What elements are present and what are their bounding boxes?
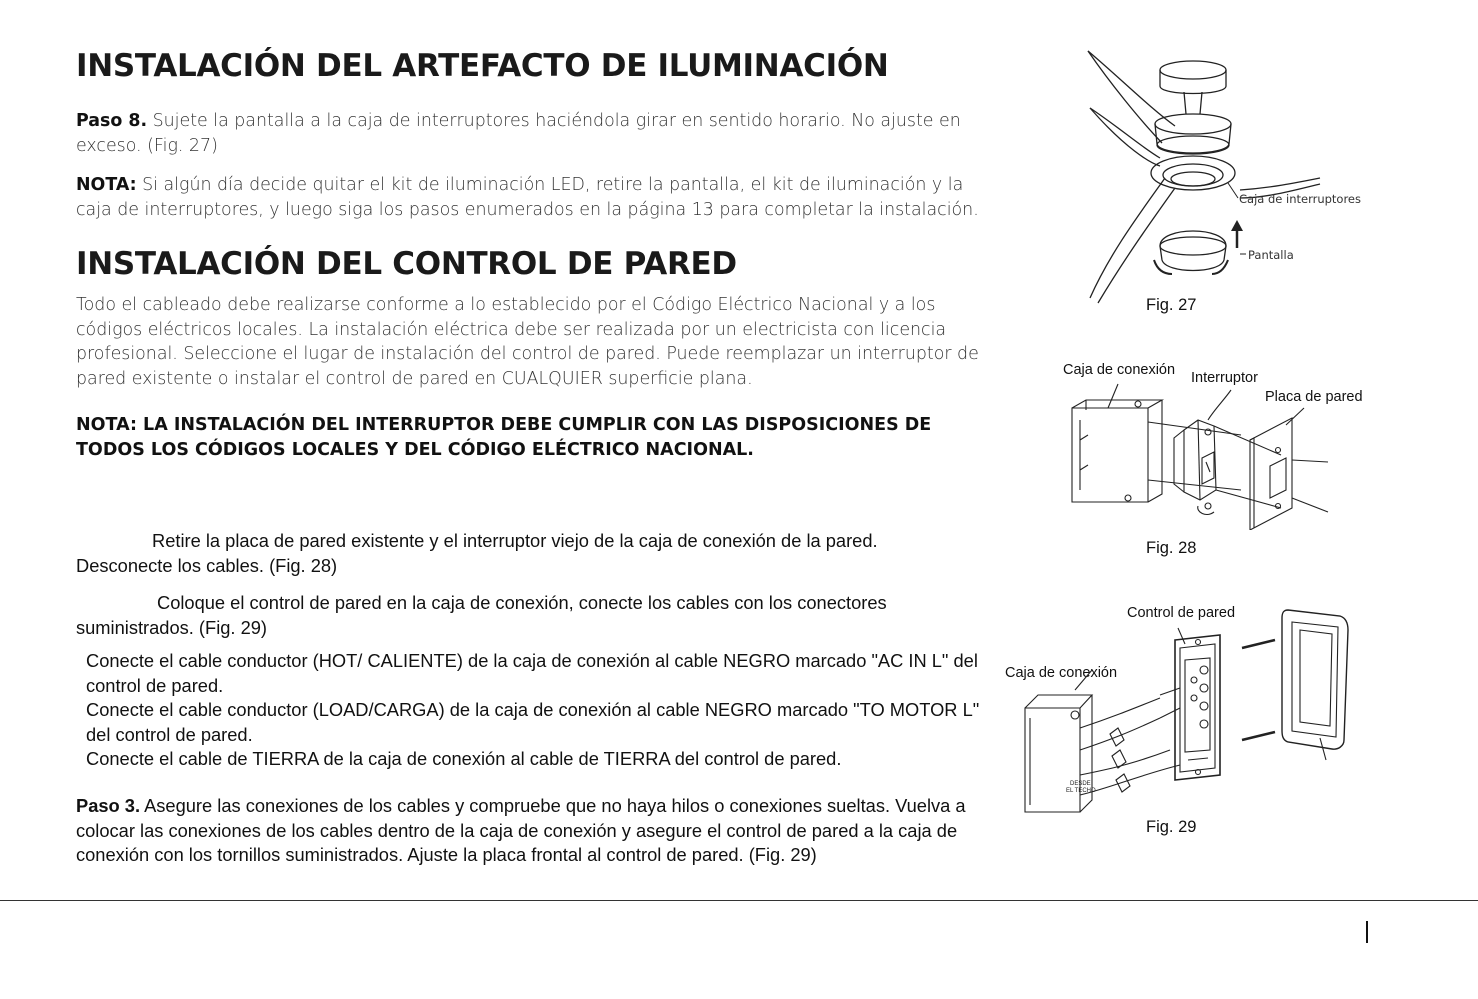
step2-paragraph [76, 591, 976, 640]
bullet-item: Conecte el cable de TIERRA de la caja de conexión al cable de TIERRA del control de pared. [86, 748, 842, 769]
step1-text: Retire la placa de pared existente y el interruptor viejo de la caja de conexión de la pared. Desconecte los cables. (Fig. 28) [76, 530, 878, 576]
fig28-illustration [1066, 380, 1336, 530]
fig28-label-box: Caja de conexión [1063, 362, 1176, 378]
step1-paragraph [76, 529, 976, 578]
page-marker [1366, 921, 1368, 943]
step8-paragraph [76, 109, 991, 158]
fig29-label-box: Caja de conexión [1005, 665, 1118, 681]
fig27-illustration [1080, 48, 1380, 308]
nota-paragraph [76, 173, 991, 222]
step2-text: Coloque el control de pared en la caja de conexión, conecte los cables con los conectores suministrados. (Fig. 29) [76, 592, 887, 638]
step8-label: Paso 8. [76, 111, 148, 131]
fig29-caption: Fig. 29 [1146, 818, 1197, 836]
wall-control-nota: NOTA: LA INSTALACIÓN DEL INTERRUPTOR DEBE CUMPLIR CON LAS DISPOSICIONES DE TODOS LOS CÓDIGOS LOCALES Y DEL CÓDIGO ELÉCTRICO NACIONAL. [76, 415, 932, 460]
wiring-bullets [86, 649, 986, 772]
bullet-item: Conecte el cable conductor (HOT/ CALIENTE) de la caja de conexión al cable NEGRO marcado "AC IN L" del control de pared. [86, 650, 978, 696]
fig28-label-plate: Placa de pared [1265, 389, 1363, 405]
bullet-item: Conecte el cable conductor (LOAD/CARGA) de la caja de conexión al cable NEGRO marcado "TO MOTOR L" del control de pared. [86, 699, 980, 745]
footer-rule [0, 900, 1478, 901]
step3-paragraph [76, 794, 981, 868]
fig29-illustration [1020, 600, 1355, 820]
section-title-lighting: INSTALACIÓN DEL ARTEFACTO DE ILUMINACIÓN [76, 48, 889, 84]
step3-text: Asegure las conexiones de los cables y compruebe que no haya hilos o conexiones sueltas. Vuelva a colocar las conexiones de los cables dentro de la caja de conexión y asegure el control de pared a la caja de conexión con los tornillos suministrados. Ajuste la placa frontal al control de pared. (Fig. 29) [76, 795, 966, 865]
section-title-wall-control: INSTALACIÓN DEL CONTROL DE PARED [76, 246, 737, 282]
step8-text: Sujete la pantalla a la caja de interruptores haciéndola girar en sentido horario. No ajuste en exceso. (Fig. 27) [76, 111, 961, 156]
fig27-label-shade: Pantalla [1248, 248, 1294, 262]
fig29-label-desde: DESDE [1070, 781, 1091, 787]
fig28-caption: Fig. 28 [1146, 539, 1197, 557]
fig29-label-techo: EL TECHO [1066, 788, 1096, 794]
fig27-label-switch-box: Caja de interruptores [1239, 192, 1362, 206]
fig27-caption: Fig. 27 [1146, 296, 1197, 314]
nota-text: Si algún día decide quitar el kit de iluminación LED, retire la pantalla, el kit de iluminación y la caja de interruptores, y luego siga los pasos enumerados en la página 13 para completar la instalación. [76, 175, 979, 220]
fig28-label-switch: Interruptor [1191, 370, 1258, 386]
nota-label: NOTA: [76, 175, 137, 195]
step3-label: Paso 3. [76, 795, 141, 816]
fig29-label-control: Control de pared [1127, 605, 1236, 621]
wall-control-intro: Todo el cableado debe realizarse conforme a lo establecido por el Código Eléctrico Nacional y a los códigos eléctricos locales. La instalación eléctrica debe ser realizada por un electricista con licencia profesional. Seleccione el lugar de instalación del control de pared. Puede reemplazar un interruptor de pared existente o instalar el control de pared en CUALQUIER superficie plana. [76, 295, 979, 389]
